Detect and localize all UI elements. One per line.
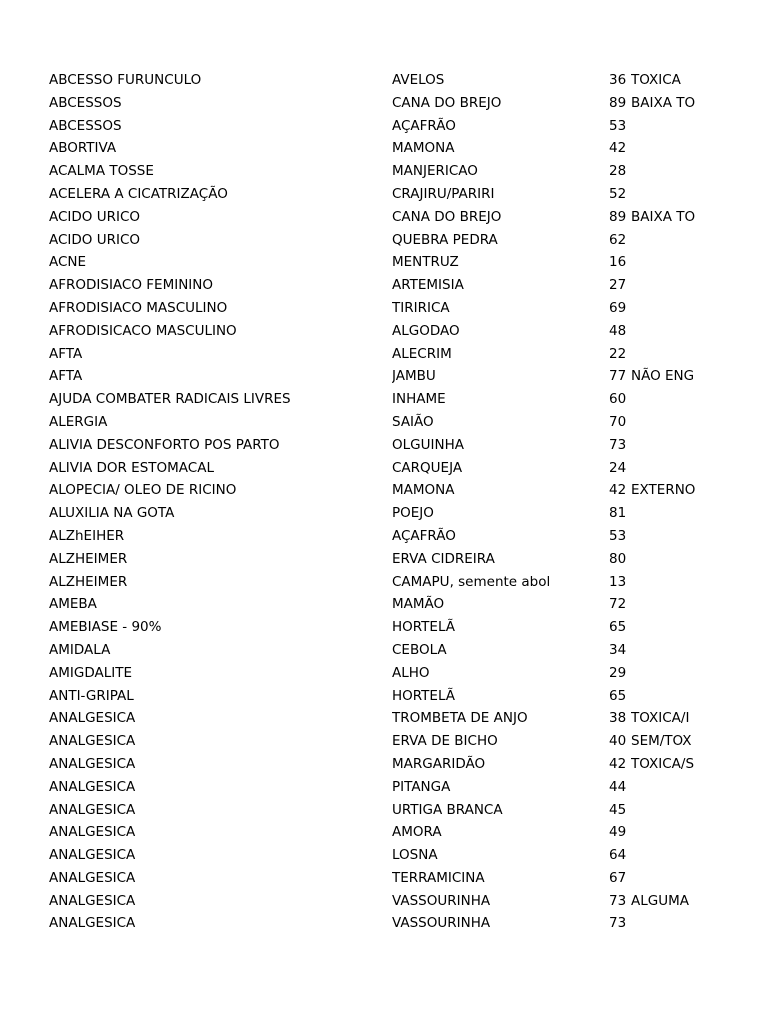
plant-cell[interactable]: LOSNA [392,847,438,864]
plant-cell[interactable]: AÇAFRÃO [392,527,456,544]
condition-cell[interactable]: AFRODISIACO MASCULINO [49,299,228,316]
number-cell[interactable]: 69 [609,299,627,316]
plant-cell[interactable]: QUEBRA PEDRA [392,231,498,248]
note-cell[interactable]: ALGUMA [631,892,689,909]
table-row [0,844,768,867]
plant-cell[interactable]: TIRIRICA [392,299,450,316]
plant-cell[interactable]: MARGARIDÃO [392,755,486,772]
note-cell[interactable]: TOXICA/S [631,755,695,772]
condition-cell[interactable]: ALUXILIA NA GOTA [49,505,175,522]
condition-cell[interactable]: ANALGESICA [49,847,136,864]
plant-cell[interactable]: CANA DO BREJO [392,94,502,111]
plant-cell[interactable]: MAMONA [392,482,455,499]
table-row [0,411,768,434]
table-row [0,320,768,343]
number-cell[interactable]: 24 [609,459,627,476]
condition-cell[interactable]: ANALGESICA [49,915,136,932]
number-cell[interactable]: 73 [609,915,627,932]
plant-cell[interactable]: CAMAPU, semente abol [392,573,551,590]
number-cell[interactable]: 49 [609,824,627,841]
condition-cell[interactable]: ALZhEIHER [49,527,125,544]
table-row [0,343,768,366]
number-cell[interactable]: 53 [609,117,627,134]
table-row [0,137,768,160]
number-cell[interactable]: 72 [609,596,627,613]
condition-cell[interactable]: ALZHEIMER [49,550,128,567]
condition-cell[interactable]: ANALGESICA [49,710,136,727]
number-cell[interactable]: 70 [609,413,627,430]
table-row [0,912,768,935]
plant-cell[interactable]: CEBOLA [392,641,447,658]
condition-cell[interactable]: AFRODISICACO MASCULINO [49,322,237,339]
condition-cell[interactable]: ACELERA A CICATRIZAÇÃO [49,185,228,202]
note-cell[interactable]: SEM/TOX [631,733,692,750]
note-cell[interactable]: EXTERNO [631,482,696,499]
table-row [0,753,768,776]
number-cell[interactable]: 65 [609,687,627,704]
table-row [0,616,768,639]
plant-cell[interactable]: ALECRIM [392,345,452,362]
condition-cell[interactable]: ACIDO URICO [49,231,141,248]
condition-cell[interactable]: ANALGESICA [49,892,136,909]
plant-cell[interactable]: AMORA [392,824,442,841]
condition-cell[interactable]: AMEBIASE - 90% [49,619,162,636]
plant-cell[interactable]: MANJERICAO [392,163,478,180]
condition-cell[interactable]: AMIGDALITE [49,664,132,681]
plant-cell[interactable]: MAMONA [392,140,455,157]
number-cell[interactable]: 53 [609,527,627,544]
table-row [0,890,768,913]
plant-cell[interactable]: TERRAMICINA [392,869,485,886]
condition-cell[interactable]: ANALGESICA [49,869,136,886]
plant-cell[interactable]: VASSOURINHA [392,892,491,909]
plant-cell[interactable]: ERVA CIDREIRA [392,550,495,567]
plant-cell[interactable]: ARTEMISIA [392,277,464,294]
plant-cell[interactable]: ALGODAO [392,322,460,339]
table-row [0,434,768,457]
table-row [0,525,768,548]
number-cell[interactable]: 29 [609,664,627,681]
table-row [0,821,768,844]
plant-cell[interactable]: TROMBETA DE ANJO [392,710,528,727]
number-cell[interactable]: 89 [609,94,627,111]
table-row [0,479,768,502]
condition-cell[interactable]: ACIDO URICO [49,208,141,225]
number-cell[interactable]: 80 [609,550,627,567]
plant-cell[interactable]: PITANGA [392,778,451,795]
number-cell[interactable]: 48 [609,322,627,339]
plant-cell[interactable]: HORTELÃ [392,619,456,636]
note-cell[interactable]: NÃO ENG [631,368,695,385]
number-cell[interactable]: 81 [609,505,627,522]
condition-cell[interactable]: ALOPECIA/ OLEO DE RICINO [49,482,237,499]
number-cell[interactable]: 16 [609,254,627,271]
table-row [0,457,768,480]
number-cell[interactable]: 52 [609,185,627,202]
number-cell[interactable]: 42 [609,140,627,157]
table-row [0,297,768,320]
table-row [0,115,768,138]
table-row [0,548,768,571]
table-row [0,183,768,206]
table-row [0,274,768,297]
condition-cell[interactable]: ANALGESICA [49,755,136,772]
table-row [0,251,768,274]
number-cell[interactable]: 13 [609,573,627,590]
number-cell[interactable]: 73 [609,892,627,909]
number-cell[interactable]: 67 [609,869,627,886]
number-cell[interactable]: 89 [609,208,627,225]
condition-cell[interactable]: AFRODISIACO FEMININO [49,277,214,294]
condition-cell[interactable]: ANTI-GRIPAL [49,687,134,704]
plant-cell[interactable]: JAMBU [392,368,436,385]
plant-cell[interactable]: URTIGA BRANCA [392,801,503,818]
number-cell[interactable]: 44 [609,778,627,795]
table-row [0,365,768,388]
number-cell[interactable]: 38 [609,710,627,727]
plant-cell[interactable]: AÇAFRÃO [392,117,456,134]
table-row [0,388,768,411]
plant-cell[interactable]: SAIÃO [392,413,434,430]
condition-cell[interactable]: ANALGESICA [49,778,136,795]
number-cell[interactable]: 36 [609,72,627,88]
table-row [0,867,768,890]
number-cell[interactable]: 60 [609,391,627,408]
note-cell[interactable]: TOXICA/I [631,710,690,727]
plant-cell[interactable]: CARQUEJA [392,459,463,476]
condition-cell[interactable]: ALERGIA [49,413,108,430]
table-row [0,799,768,822]
table-row [0,730,768,753]
condition-cell[interactable]: ABCESSO FURUNCULO [49,72,202,88]
plant-cell[interactable]: AVELOS [392,72,445,88]
table-row [0,92,768,115]
condition-cell[interactable]: AJUDA COMBATER RADICAIS LIVRES [49,391,291,408]
plant-cell[interactable]: OLGUINHA [392,436,464,453]
plant-cell[interactable]: HORTELÃ [392,687,456,704]
number-cell[interactable]: 27 [609,277,627,294]
plant-cell[interactable]: MAMÃO [392,596,445,613]
condition-cell[interactable]: ABCESSOS [49,94,122,111]
plant-cell[interactable]: ERVA DE BICHO [392,733,498,750]
table-row [0,229,768,252]
number-cell[interactable]: 45 [609,801,627,818]
plant-cell[interactable]: CRAJIRU/PARIRI [392,185,495,202]
number-cell[interactable]: 64 [609,847,627,864]
number-cell[interactable]: 73 [609,436,627,453]
table-row [0,571,768,594]
condition-cell[interactable]: ALIVIA DESCONFORTO POS PARTO [49,436,280,453]
number-cell[interactable]: 22 [609,345,627,362]
number-cell[interactable]: 42 [609,755,627,772]
note-cell[interactable]: BAIXA TO [631,208,696,225]
note-cell[interactable]: TOXICA [631,72,681,88]
number-cell[interactable]: 77 [609,368,627,385]
table-row [0,685,768,708]
condition-cell[interactable]: ANALGESICA [49,733,136,750]
condition-cell[interactable]: ANALGESICA [49,824,136,841]
condition-cell[interactable]: AFTA [49,368,83,385]
spreadsheet-table [0,69,768,935]
number-cell[interactable]: 42 [609,482,627,499]
plant-cell[interactable]: MENTRUZ [392,254,459,271]
plant-cell[interactable]: INHAME [392,391,446,408]
condition-cell[interactable]: ALIVIA DOR ESTOMACAL [49,459,214,476]
plant-cell[interactable]: POEJO [392,505,434,522]
condition-cell[interactable]: AFTA [49,345,83,362]
condition-cell[interactable]: ANALGESICA [49,801,136,818]
table-row [0,662,768,685]
table-row [0,206,768,229]
table-row [0,593,768,616]
number-cell[interactable]: 28 [609,163,627,180]
plant-cell[interactable]: ALHO [392,664,430,681]
table-row [0,160,768,183]
condition-cell[interactable]: ABORTIVA [49,140,117,157]
table-row [0,69,768,92]
table-row [0,707,768,730]
plant-cell[interactable]: CANA DO BREJO [392,208,502,225]
condition-cell[interactable]: AMEBA [49,596,97,613]
table-row [0,776,768,799]
number-cell[interactable]: 40 [609,733,627,750]
number-cell[interactable]: 62 [609,231,627,248]
table-row [0,502,768,525]
number-cell[interactable]: 34 [609,641,627,658]
condition-cell[interactable]: ACALMA TOSSE [49,163,154,180]
number-cell[interactable]: 65 [609,619,627,636]
condition-cell[interactable]: ABCESSOS [49,117,122,134]
condition-cell[interactable]: ACNE [49,254,87,271]
plant-cell[interactable]: VASSOURINHA [392,915,491,932]
condition-cell[interactable]: ALZHEIMER [49,573,128,590]
note-cell[interactable]: BAIXA TO [631,94,696,111]
table-row [0,639,768,662]
condition-cell[interactable]: AMIDALA [49,641,111,658]
